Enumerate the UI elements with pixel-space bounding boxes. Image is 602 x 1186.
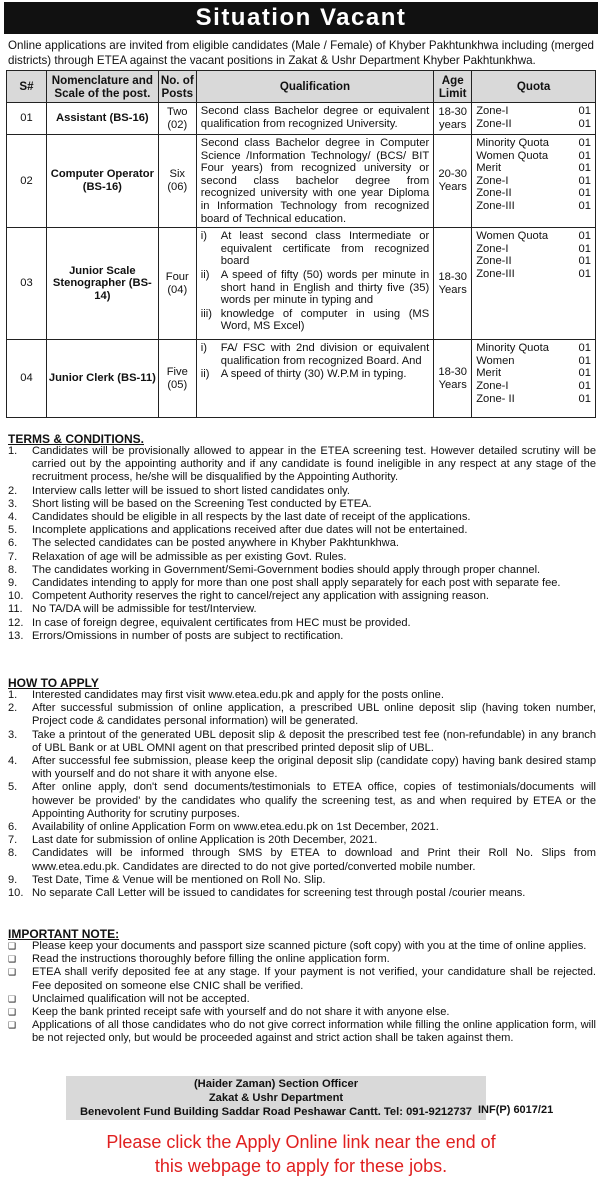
list-number: 2. bbox=[8, 484, 18, 497]
apply-online-notice: Please click the Apply Online link near the end of this webpage to apply for these jobs. bbox=[106, 1132, 496, 1176]
list-item bbox=[8, 1019, 596, 1045]
header-quota: Quota bbox=[472, 71, 596, 103]
list-number: 3. bbox=[8, 728, 18, 741]
table-row bbox=[7, 228, 596, 340]
list-text: Candidates will be provisionally allowed to appear in the ETEA screening test. However detailed scrutiny will be carried out by the appointing authority and if any candidate is found ineligible in any respect at any stage of the recruitment process, he/she will be disqualified by the Appointing Authority. bbox=[32, 445, 596, 484]
table-header-row bbox=[7, 71, 596, 103]
list-item bbox=[8, 564, 596, 577]
quota-item: Zone-III 01 bbox=[476, 267, 591, 280]
address: Benevolent Fund Building Saddar Road Peshawar Cantt. Tel: 091-9212737 bbox=[79, 1106, 473, 1118]
quota-item: Minority Quota 01 bbox=[476, 137, 591, 149]
list-item bbox=[8, 966, 596, 992]
list-text: After successful fee submission, please keep the original deposit slip (candidate copy) having bank desired stamp with yourself and do not share it with anyone else. bbox=[32, 755, 596, 781]
list-number: 8. bbox=[8, 847, 18, 860]
row-sno: 04 bbox=[7, 340, 47, 418]
quota-item: Zone-I 01 bbox=[476, 174, 591, 187]
list-text: Take a printout of the generated UBL deposit slip & deposit the prescribed test fee (non-refundable) in any branch of UBL Bank or at UBL OMNI agent on that prescribed printed deposit slip of UBL. bbox=[32, 728, 596, 754]
header-qual: Qualification bbox=[196, 71, 433, 103]
list-item bbox=[8, 590, 596, 603]
quota-item: Zone-I 01 bbox=[476, 105, 591, 117]
list-item bbox=[8, 834, 596, 847]
list-item bbox=[8, 887, 596, 900]
list-number: 13. bbox=[8, 629, 24, 642]
note-list bbox=[8, 940, 596, 1046]
list-item bbox=[8, 630, 596, 643]
list-text: Interested candidates may first visit www.etea.edu.pk and apply for the posts online. bbox=[32, 689, 444, 701]
quota-item: Zone-II 01 bbox=[476, 117, 591, 130]
howto-title: HOW TO APPLY bbox=[8, 676, 99, 690]
quota-item: Zone-II 01 bbox=[476, 187, 591, 200]
quota-item: Women Quota 01 bbox=[476, 230, 591, 243]
list-number: 5. bbox=[8, 781, 18, 794]
quota-item: Women Quota 01 bbox=[476, 149, 591, 162]
list-text: Short listing will be based on the Screening Test conducted by ETEA. bbox=[32, 497, 372, 510]
list-number: 12. bbox=[8, 616, 24, 629]
quota-item: Zone-III 01 bbox=[476, 199, 591, 212]
bullet-icon: ❑ bbox=[8, 954, 17, 965]
list-number: 2. bbox=[8, 702, 18, 715]
list-item bbox=[8, 577, 596, 590]
list-item bbox=[8, 993, 596, 1006]
header-post: Nomenclature and Scale of the post. bbox=[46, 71, 158, 103]
list-item bbox=[8, 511, 596, 524]
list-text: Unclaimed qualification will not be accepted. bbox=[32, 992, 250, 1005]
list-number: 7. bbox=[8, 834, 18, 847]
row-num: Two (02) bbox=[158, 103, 196, 135]
list-number: 10. bbox=[8, 590, 24, 603]
list-number: 8. bbox=[8, 563, 18, 576]
list-text: No separate Call Letter will be issued to candidates for screening test through postal /courier means. bbox=[32, 887, 526, 900]
list-item bbox=[8, 498, 596, 511]
quota-item: Zone- II 01 bbox=[476, 392, 591, 405]
list-item bbox=[8, 445, 596, 485]
quota-item: Women 01 bbox=[476, 354, 591, 367]
reference-number: INF(P) 6017/21 bbox=[478, 1104, 554, 1116]
list-item bbox=[8, 781, 596, 821]
department-name: Zakat & Ushr Department bbox=[208, 1092, 344, 1104]
bullet-icon: ❑ bbox=[8, 941, 17, 951]
row-post: Computer Operator (BS-16) bbox=[46, 135, 158, 228]
row-post: Junior Clerk (BS-11) bbox=[46, 340, 158, 418]
list-number: 1. bbox=[8, 689, 18, 701]
bullet-icon: ❑ bbox=[8, 967, 17, 978]
row-num: Four (04) bbox=[158, 228, 196, 340]
row-quota bbox=[472, 135, 596, 228]
list-item bbox=[8, 702, 596, 728]
row-post: Junior Scale Stenographer (BS-14) bbox=[46, 228, 158, 340]
list-number: 9. bbox=[8, 873, 18, 886]
page-title: Situation Vacant bbox=[4, 2, 598, 34]
list-item bbox=[8, 874, 596, 887]
note-title: IMPORTANT NOTE: bbox=[8, 927, 120, 941]
quota-item: Minority Quota 01 bbox=[476, 342, 591, 355]
row-quota bbox=[472, 103, 596, 135]
row-qual: i) At least second class Intermediate or equivalent certificate from recognized board ii) A speed of fifty (50) words per minute in short hand in English and thirty five (35) words per minute in typing and iii) knowledge of computer in using (MS Word, MS Excel) bbox=[196, 228, 433, 340]
list-text: After online apply, don't send documents/testimonials to ETEA office, copies of testimonials/documents will however be provided' by the candidates who qualify the screening test, as and when required by ETEA or the Appointing Authority for scrutiny purposes. bbox=[32, 781, 596, 820]
header-num: No. of Posts bbox=[158, 71, 196, 103]
list-number: 6. bbox=[8, 821, 18, 834]
bullet-icon: ❑ bbox=[8, 993, 17, 1004]
list-text: Relaxation of age will be admissible as per existing Govt. Rules. bbox=[32, 550, 347, 563]
header-age: Age Limit bbox=[434, 71, 472, 103]
list-number: 5. bbox=[8, 524, 18, 537]
list-item bbox=[8, 524, 596, 537]
posts-table bbox=[6, 70, 596, 418]
list-text: Candidates will be informed through SMS by ETEA to download and Print their Roll No. Slips from www.etea.edu.pk. Candidates are directed to do not give ported/converted mobile number. bbox=[32, 847, 596, 873]
table-row bbox=[7, 103, 596, 135]
list-number: 9. bbox=[8, 577, 18, 590]
list-item bbox=[8, 551, 596, 564]
header-sno: S# bbox=[7, 71, 47, 103]
list-text: Test Date, Time & Venue will be mentioned on Roll No. Slip. bbox=[32, 873, 326, 886]
list-item bbox=[8, 617, 596, 630]
list-item bbox=[8, 485, 596, 498]
quota-item: Zone-I 01 bbox=[476, 379, 591, 392]
list-text: Incomplete applications and applications received after due dates will not be entertained. bbox=[32, 524, 468, 537]
list-text: The selected candidates can be posted anywhere in Khyber Pakhtunkhwa. bbox=[32, 537, 399, 550]
table-row bbox=[7, 340, 596, 418]
officer-name: (Haider Zaman) Section Officer bbox=[193, 1078, 359, 1090]
list-item bbox=[8, 603, 596, 616]
list-item bbox=[8, 729, 596, 755]
terms-title: TERMS & CONDITIONS. bbox=[8, 432, 145, 446]
list-text: The candidates working in Government/Semi-Government bodies should apply through proper channel. bbox=[32, 563, 541, 576]
list-number: 10. bbox=[8, 887, 24, 900]
list-item bbox=[8, 953, 596, 966]
list-text: After successful submission of online application, a prescribed UBL online deposit slip (having token number, Project code & candidates personal information) will be generated. bbox=[32, 702, 596, 728]
list-item bbox=[8, 847, 596, 873]
list-item bbox=[8, 1006, 596, 1019]
list-text: Availability of online Application Form on www.etea.edu.pk on 1st December, 2021. bbox=[32, 821, 439, 834]
row-qual: Second class Bachelor degree in Computer Science /Information Technology/ (BCS/ BIT Four years) from recognized university or second class bachelor degree from recognized university with one year Diploma in Information Technology from recognized board of Technical education. bbox=[196, 135, 433, 228]
quota-item: Merit 01 bbox=[476, 162, 591, 175]
row-sno: 03 bbox=[7, 228, 47, 340]
signature-block bbox=[66, 1076, 486, 1120]
list-number: 7. bbox=[8, 550, 18, 563]
list-text: Read the instructions thoroughly before filling the online application form. bbox=[32, 953, 390, 966]
row-qual: Second class Bachelor degree or equivalent qualification from recognized University. bbox=[196, 103, 433, 135]
list-text: Please keep your documents and passport size scanned picture (soft copy) with you at the time of online applies. bbox=[32, 940, 587, 952]
table-row bbox=[7, 135, 596, 228]
list-number: 3. bbox=[8, 497, 18, 510]
list-item bbox=[8, 940, 596, 953]
list-item bbox=[8, 821, 596, 834]
row-qual: i) FA/ FSC with 2nd division or equivalent qualification from recognized Board. And ii) A speed of thirty (30) W.P.M in typing. bbox=[196, 340, 433, 418]
list-item bbox=[8, 689, 596, 702]
list-text: Last date for submission of online Application is 20th December, 2021. bbox=[32, 834, 378, 847]
bullet-icon: ❑ bbox=[8, 1007, 17, 1018]
row-quota bbox=[472, 228, 596, 340]
quota-item: Zone-I 01 bbox=[476, 242, 591, 255]
quota-item: Zone-II 01 bbox=[476, 255, 591, 268]
list-text: Applications of all those candidates who do not give correct information while filling the online application form, will be not rejected only, but would be proceeded against and strict action shall be taken against them. bbox=[32, 1019, 596, 1045]
list-text: Errors/Omissions in number of posts are subject to rectification. bbox=[32, 629, 344, 642]
quota-item: Merit 01 bbox=[476, 367, 591, 380]
list-text: Competent Authority reserves the right to cancel/reject any application with assigning reason. bbox=[32, 590, 489, 603]
list-number: 6. bbox=[8, 537, 18, 550]
row-age: 18-30 Years bbox=[434, 340, 472, 418]
list-number: 11. bbox=[8, 603, 23, 616]
list-number: 4. bbox=[8, 511, 18, 524]
list-number: 1. bbox=[8, 445, 18, 457]
list-item bbox=[8, 755, 596, 781]
row-quota bbox=[472, 340, 596, 418]
list-text: Keep the bank printed receipt safe with yourself and do not share it with anyone else. bbox=[32, 1006, 450, 1019]
list-text: In case of foreign degree, equivalent certificates from HEC must be provided. bbox=[32, 616, 411, 629]
list-text: Candidates intending to apply for more than one post shall apply separately for each post with separate fee. bbox=[32, 577, 561, 590]
howto-list bbox=[8, 689, 596, 900]
row-sno: 01 bbox=[7, 103, 47, 135]
list-text: Interview calls letter will be issued to short listed candidates only. bbox=[32, 484, 350, 497]
row-num: Six (06) bbox=[158, 135, 196, 228]
bullet-icon: ❑ bbox=[8, 1020, 17, 1031]
list-item bbox=[8, 537, 596, 550]
list-text: ETEA shall verify deposited fee at any stage. If your payment is not verified, your candidature shall be rejected. Fee deposited on someone else CNIC shall be verified. bbox=[32, 966, 596, 992]
row-post: Assistant (BS-16) bbox=[46, 103, 158, 135]
terms-list bbox=[8, 445, 596, 643]
list-text: Candidates should be eligible in all respects by the last date of receipt of the applications. bbox=[32, 511, 471, 524]
row-age: 18-30 Years bbox=[434, 228, 472, 340]
row-age: 18-30 years bbox=[434, 103, 472, 135]
row-sno: 02 bbox=[7, 135, 47, 228]
row-num: Five (05) bbox=[158, 340, 196, 418]
intro-text: Online applications are invited from eligible candidates (Male / Female) of Khyber Pakhtunkhwa including (merged districts) through ETEA against the vacant positions in Zakat & Ushr Department Khyber Pakhtunkhwa. bbox=[8, 39, 594, 67]
row-age: 20-30 Years bbox=[434, 135, 472, 228]
list-number: 4. bbox=[8, 755, 18, 768]
list-text: No TA/DA will be admissible for test/Interview. bbox=[32, 603, 257, 616]
